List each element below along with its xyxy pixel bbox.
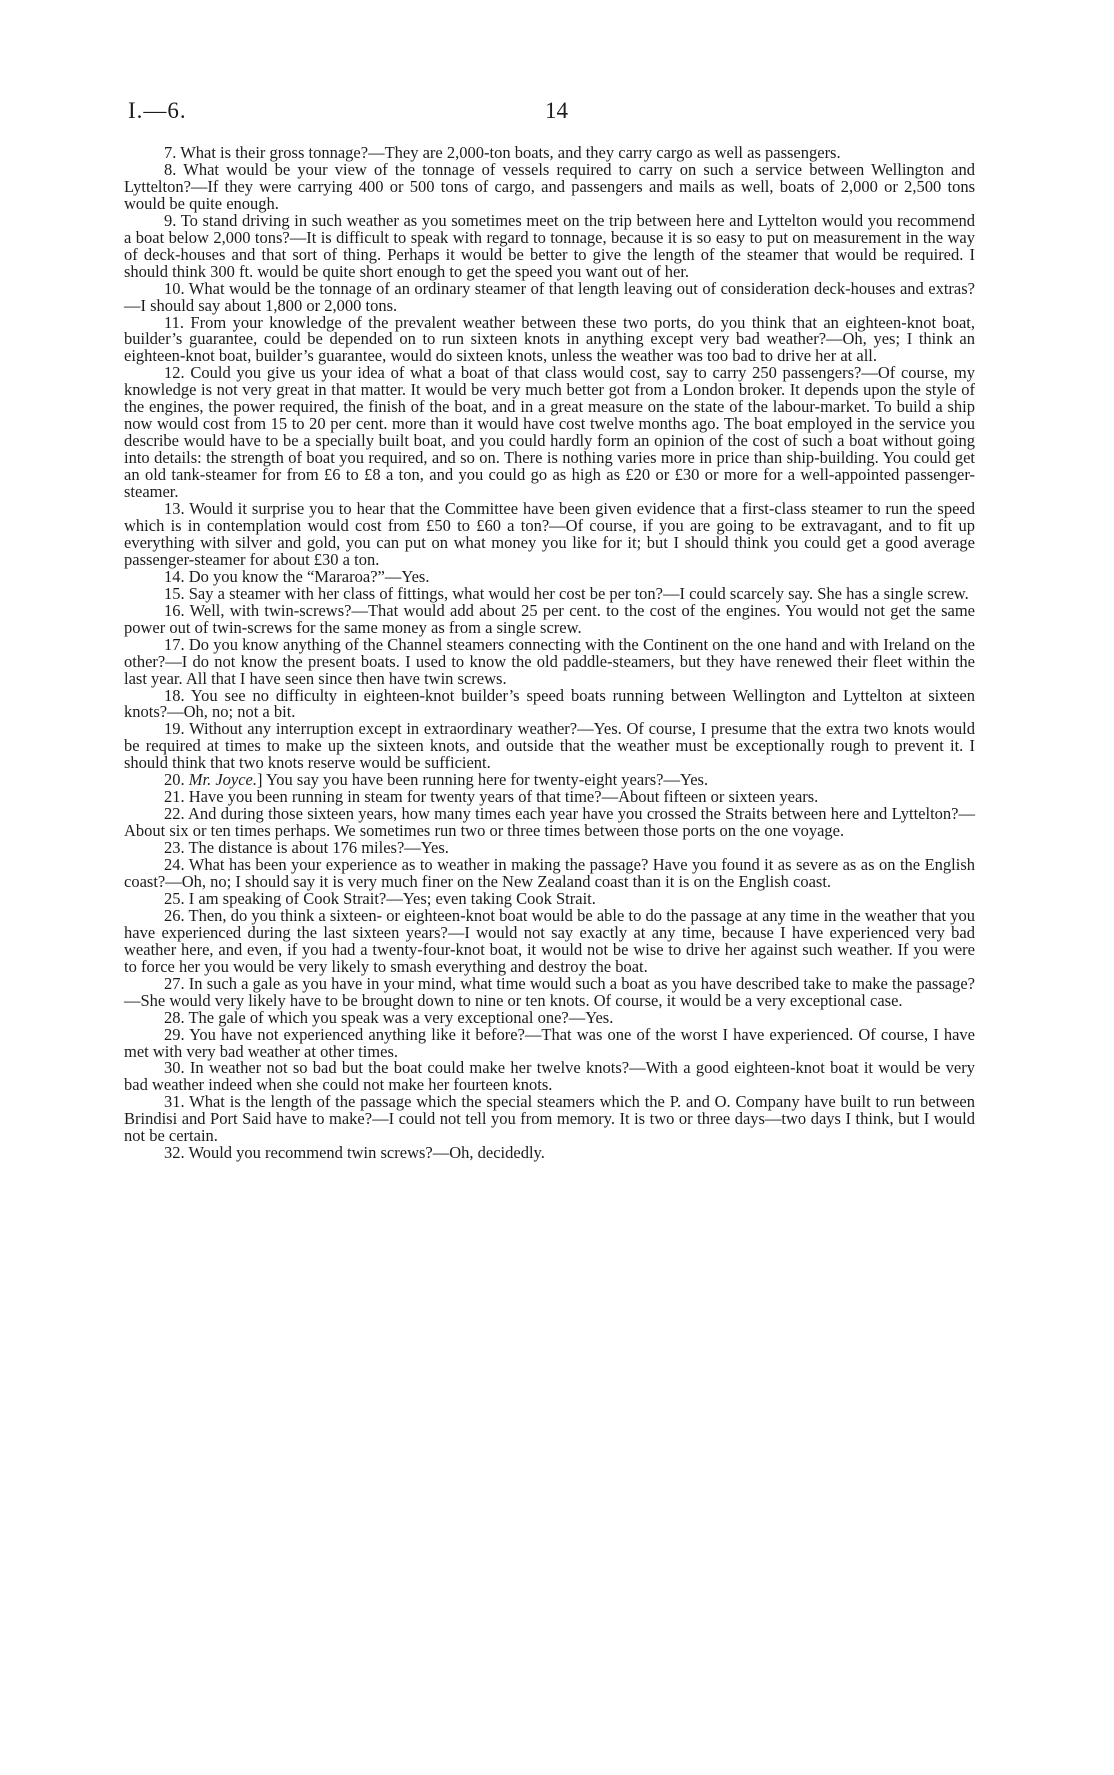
page-number: 14 (545, 98, 568, 123)
question-answer-paragraph: 29. You have not experienced anything like it before?—That was one of the worst I have experienced. Of course, I have met with very bad weather at other times. (124, 1024, 975, 1061)
question-answer-paragraph: 21. Have you been running in steam for twenty years of that time?—About fifteen or sixteen years. (164, 787, 819, 807)
question-answer-paragraph: 22. And during those sixteen years, how many times each year have you crossed the Straits between here and Lyttelton?—About six or ten times perhaps. We sometimes run two or three times between those ports on the one voyage. (124, 804, 975, 841)
question-answer-paragraph: 17. Do you know anything of the Channel steamers connecting with the Continent on the one hand and with Ireland on the other?—I do not know the present boats. I used to know the old paddle-steamers, but they have renewed their fleet within the last year. All that I have seen since then have twin screws. (124, 634, 975, 688)
question-answer-paragraph: 10. What would be the tonnage of an ordinary steamer of that length leaving out of consideration deck-houses and extras?—I should say about 1,800 or 2,000 tons. (124, 278, 975, 315)
question-answer-paragraph: 7. What is their gross tonnage?—They are 2,000-ton boats, and they carry cargo as well as passengers. (164, 143, 841, 162)
question-answer-paragraph: 26. Then, do you think a sixteen- or eighteen-knot boat would be able to do the passage at any time in the weather that you have experienced during the last sixteen years?—I would not say exactly at any time, because I have experienced very bad weather here, and even, if you had a twenty-four-knot boat, it would not be wise to drive her against such weather. If you were to force her you would be very likely to smash everything and destroy the boat. (124, 905, 975, 976)
question-answer-paragraph: 27. In such a gale as you have in your mind, what time would such a boat as you have described take to make the passage?—She would very likely have to be brought down to nine or ten knots. Of course, it would be a very exceptional case. (124, 973, 975, 1010)
transcript-body (124, 145, 975, 1162)
page-reference: I.—6. (128, 98, 187, 123)
question-answer-paragraph: 25. I am speaking of Cook Strait?—Yes; even taking Cook Strait. (164, 888, 596, 908)
question-answer-paragraph: 30. In weather not so bad but the boat could make her twelve knots?—With a good eighteen-knot boat it would be very bad weather indeed when she could not make her fourteen knots. (124, 1058, 975, 1095)
question-answer-paragraph: 31. What is the length of the passage which the special steamers which the P. and O. Company have built to run between Brindisi and Port Said have to make?—I could not tell you from memory. It is two or three days—two days I think, but I would not be certain. (124, 1092, 975, 1146)
question-answer-paragraph: 8. What would be your view of the tonnage of vessels required to carry on such a service between Wellington and Lyttelton?—If they were carrying 400 or 500 tons of cargo, and passengers and mails as well, boats of 2,000 or 2,500 tons would be quite enough. (124, 159, 975, 213)
question-answer-paragraph: 18. You see no difficulty in eighteen-knot builder’s speed boats running between Wellington and Lyttelton at sixteen knots?—Oh, no; not a bit. (124, 685, 975, 722)
question-answer-paragraph: 15. Say a steamer with her class of fittings, what would her cost be per ton?—I could scarcely say. She has a single screw. (164, 583, 969, 603)
speaker-name: Mr. Joyce. (188, 770, 258, 790)
question-answer-paragraph: 9. To stand driving in such weather as you sometimes meet on the trip between here and Lyttelton would you recommend a boat below 2,000 tons?—It is difficult to speak with regard to tonnage, because it is so easy to put on measurement in the way of deck-houses and that sort of thing. Perhaps it would be better to give the length of the steamer that would be required. I should think 300 ft. would be quite short enough to get the speed you want out of her. (124, 210, 975, 281)
question-number: 20. (164, 770, 189, 790)
question-answer-paragraph: 11. From your knowledge of the prevalent weather between these two ports, do you think that an eighteen-knot boat, builder’s guarantee, could be depended on to run sixteen knots in anything except very bad weather?—Oh, yes; I think an eighteen-knot boat, builder’s guarantee, would do sixteen knots, unless the weather was too bad to drive her at all. (124, 312, 975, 366)
question-answer-paragraph: 24. What has been your experience as to weather in making the passage? Have you found it as severe as as on the English coast?—Oh, no; I should say it is very much finer on the New Zealand coast than it is on the English coast. (124, 855, 975, 891)
question-answer-paragraph: 23. The distance is about 176 miles?—Yes. (164, 838, 449, 858)
question-answer-paragraph: 32. Would you recommend twin screws?—Oh, decidedly. (164, 1143, 545, 1163)
question-answer-paragraph: 16. Well, with twin-screws?—That would add about 25 per cent. to the cost of the engines. You would not get the same power out of twin-screws for the same money as from a single screw. (124, 600, 975, 637)
question-text: ] You say you have been running here for twenty-eight years?—Yes. (257, 770, 709, 790)
question-answer-paragraph: 28. The gale of which you speak was a very exceptional one?—Yes. (164, 1007, 614, 1027)
question-answer-paragraph: 13. Would it surprise you to hear that the Committee have been given evidence that a first-class steamer to run the speed which is in contemplation would cost from £50 to £60 a ton?—Of course, if you are going to be extravagant, and to fit up everything with silver and gold, you can put on what money you like for it; but I should think you could get a good average passenger-steamer for about £30 a ton. (124, 499, 975, 569)
question-answer-paragraph: 12. Could you give us your idea of what a boat of that class would cost, say to carry 250 passengers?—Of course, my knowledge is not very great in that matter. It would be very much better got from a London broker. It depends upon the style of the engines, the power required, the finish of the boat, and in a great measure on the state of the labour-market. To build a ship now would cost from 15 to 20 per cent. more than it would have cost twelve months ago. The boat employed in the service you describe would have to be a specially built boat, and you could hardly form an opinion of the cost of such a boat without going into details: the strength of boat you required, and so on. There is nothing varies more in price than ship-building. You could get an old tank-steamer for from £6 to £8 a ton, and you could go as high as £20 or £30 or more for a well-appointed passenger-steamer. (124, 363, 975, 502)
question-answer-paragraph: 14. Do you know the “Mararoa?”—Yes. (164, 566, 430, 586)
question-answer-paragraph: 19. Without any interruption except in extraordinary weather?—Yes. Of course, I presume that the extra two knots would be required at times to make up the sixteen knots, and outside that the weather must be exceptionally rough to prevent it. I should think that two knots reserve would be sufficient. (124, 719, 975, 773)
